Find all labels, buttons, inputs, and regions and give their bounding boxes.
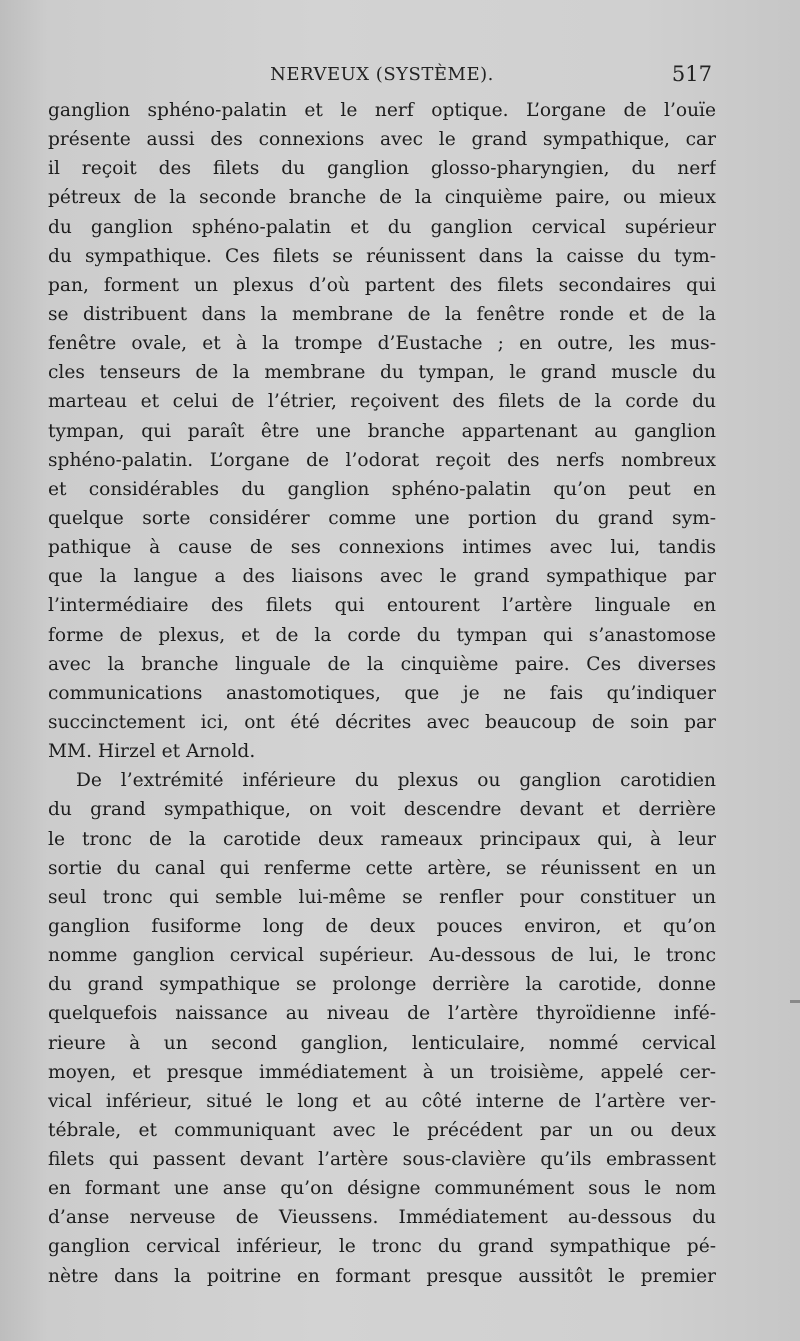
text-line: nètre dans la poitrine en formant presque aussitôt le premier: [48, 1265, 716, 1287]
text-line: ganglion fusiforme long de deux pouces environ, et qu’on: [48, 915, 716, 937]
text-line: rieure à un second ganglion, lenticulaire, nommé cervical: [48, 1032, 716, 1054]
text-line: seul tronc qui semble lui-même se renfler pour constituer un: [48, 886, 716, 908]
text-line: du grand sympathique, on voit descendre devant et derrière: [48, 799, 716, 821]
text-line: filets qui passent devant l’artère sous-clavière qu’ils embrassent: [48, 1149, 716, 1171]
text-line: que la langue a des liaisons avec le grand sympathique par: [48, 566, 716, 588]
text-line: moyen, et presque immédiatement à un troisième, appelé cer-: [48, 1061, 716, 1083]
text-line: forme de plexus, et de la corde du tympan qui s’anastomose: [48, 624, 716, 646]
text-line: nomme ganglion cervical supérieur. Au-dessous de lui, le tronc: [48, 945, 716, 967]
text-line: marteau et celui de l’étrier, reçoivent des filets de la corde du: [48, 391, 716, 413]
text-line: cles tenseurs de la membrane du tympan, le grand muscle du: [48, 362, 716, 384]
text-line: présente aussi des connexions avec le grand sympathique, car: [48, 129, 716, 151]
text-line: ganglion cervical inférieur, le tronc du grand sympathique pé-: [48, 1236, 716, 1258]
text-line: il reçoit des filets du ganglion glosso-pharyngien, du nerf: [48, 158, 716, 180]
paragraph-start-line: De l’extrémité inférieure du plexus ou ganglion carotidien: [76, 770, 716, 792]
running-title: NERVEUX (SYSTÈME).: [270, 64, 494, 85]
page-number: 517: [671, 62, 712, 86]
text-line: tympan, qui paraît être une branche appartenant au ganglion: [48, 420, 716, 442]
text-line: pathique à cause de ses connexions intimes avec lui, tandis: [48, 537, 716, 559]
text-line: pétreux de la seconde branche de la cinquième paire, ou mieux: [48, 187, 716, 209]
page-edge-mark: [790, 1000, 800, 1003]
text-line: et considérables du ganglion sphéno-palatin qu’on peut en: [48, 478, 716, 500]
text-line: pan, forment un plexus d’où partent des filets secondaires qui: [48, 274, 716, 296]
text-line: quelquefois naissance au niveau de l’artère thyroïdienne infé-: [48, 1003, 716, 1025]
text-line: sortie du canal qui renferme cette artère, se réunissent en un: [48, 857, 716, 879]
text-line: quelque sorte considérer comme une portion du grand sym-: [48, 507, 716, 529]
text-line: le tronc de la carotide deux rameaux principaux qui, à leur: [48, 828, 716, 850]
paragraph-end-line: MM. Hirzel et Arnold.: [48, 741, 256, 763]
text-line: ganglion sphéno-palatin et le nerf optique. L’organe de l’ouïe: [48, 100, 716, 121]
text-line: vical inférieur, situé le long et au côté interne de l’artère ver-: [48, 1090, 716, 1112]
text-line: se distribuent dans la membrane de la fenêtre ronde et de la: [48, 303, 716, 325]
page-header: [48, 60, 716, 92]
text-line: sphéno-palatin. L’organe de l’odorat reçoit des nerfs nombreux: [48, 449, 716, 471]
text-line: fenêtre ovale, et à la trompe d’Eustache ; en outre, les mus-: [48, 333, 716, 355]
text-line: tébrale, et communiquant avec le précédent par un ou deux: [48, 1119, 716, 1141]
text-line: communications anastomotiques, que je ne fais qu’indiquer: [48, 682, 716, 704]
text-line: d’anse nerveuse de Vieussens. Immédiatement au-dessous du: [48, 1207, 716, 1229]
text-line: avec la branche linguale de la cinquième paire. Ces diverses: [48, 653, 716, 675]
text-line: du ganglion sphéno-palatin et du ganglion cervical supérieur: [48, 216, 716, 238]
text-line: du grand sympathique se prolonge derrière la carotide, donne: [48, 974, 716, 996]
text-line: en formant une anse qu’on désigne communément sous le nom: [48, 1178, 716, 1200]
text-line: succinctement ici, ont été décrites avec beaucoup de soin par: [48, 711, 716, 733]
text-line: du sympathique. Ces filets se réunissent dans la caisse du tym-: [48, 245, 716, 267]
text-line: l’intermédiaire des filets qui entourent l’artère linguale en: [48, 595, 716, 617]
body-text: [48, 96, 716, 1291]
